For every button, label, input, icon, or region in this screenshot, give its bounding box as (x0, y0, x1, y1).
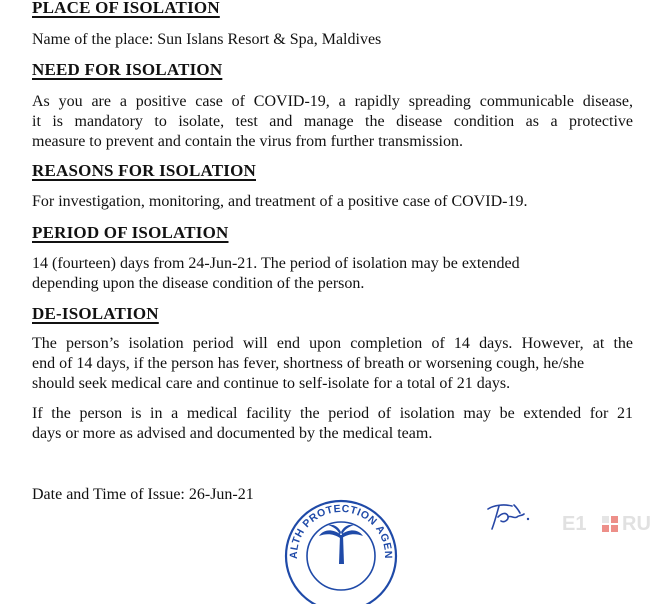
period-line-1: 14 (fourteen) days from 24-Jun-21. The period of isolation may be extended (32, 255, 520, 272)
heading-period-of-isolation: PERIOD OF ISOLATION (32, 223, 229, 242)
svg-text:HEALTH PROTECTION AGENCY: ALTH PROTECTION AGEN (287, 502, 395, 560)
period-paragraph (32, 254, 633, 294)
e1-ru-watermark (562, 511, 662, 541)
signature-graphic (484, 499, 534, 533)
need-line-3: measure to prevent and contain the virus from further transmission. (32, 133, 463, 150)
deisolation-paragraph-2 (32, 404, 633, 444)
deisolation-paragraph-1 (32, 334, 633, 394)
signature (484, 499, 534, 533)
reasons-text: For investigation, monitoring, and treatment of a positive case of COVID-19. (32, 193, 528, 210)
heading-need-for-isolation: NEED FOR ISOLATION (32, 60, 223, 79)
deisolation-p1-line-3: should seek medical care and continue to self-isolate for a total of 21 days. (32, 375, 511, 392)
deisolation-p2-line-2: days or more as advised and documented by the medical team. (32, 425, 433, 442)
heading-de-isolation: DE-ISOLATION (32, 304, 159, 323)
need-line-1: As you are a positive case of COVID-19, a rapidly spreading communicable disease, (32, 93, 633, 110)
period-line-2: depending upon the disease condition of the person. (32, 275, 365, 292)
need-paragraph (32, 92, 633, 152)
issue-date-text: Date and Time of Issue: 26-Jun-21 (32, 486, 254, 503)
need-line-2: it is mandatory to isolate, test and manage the disease condition as a protective (32, 113, 633, 130)
seal-graphic (283, 494, 399, 604)
deisolation-p2-line-1: If the person is in a medical facility the period of isolation may be extended for 21 (32, 405, 633, 422)
heading-reasons-for-isolation: REASONS FOR ISOLATION (32, 161, 256, 180)
watermark-square-icon (602, 516, 618, 532)
palm-tree-icon (319, 525, 363, 564)
watermark-text-right: RU (622, 513, 651, 535)
watermark-text-left: E1 (562, 513, 587, 535)
deisolation-p1-line-2: end of 14 days, if the person has fever, shortness of breath or worsening cough, he/she (32, 355, 585, 372)
health-protection-agency-seal (283, 494, 399, 560)
deisolation-p1-line-1: The person’s isolation period will end upon completion of 14 days. However, at the (32, 335, 633, 352)
heading-place-of-isolation: PLACE OF ISOLATION (32, 0, 220, 17)
place-name-text: Name of the place: Sun Islans Resort & Spa, Maldives (32, 31, 382, 48)
